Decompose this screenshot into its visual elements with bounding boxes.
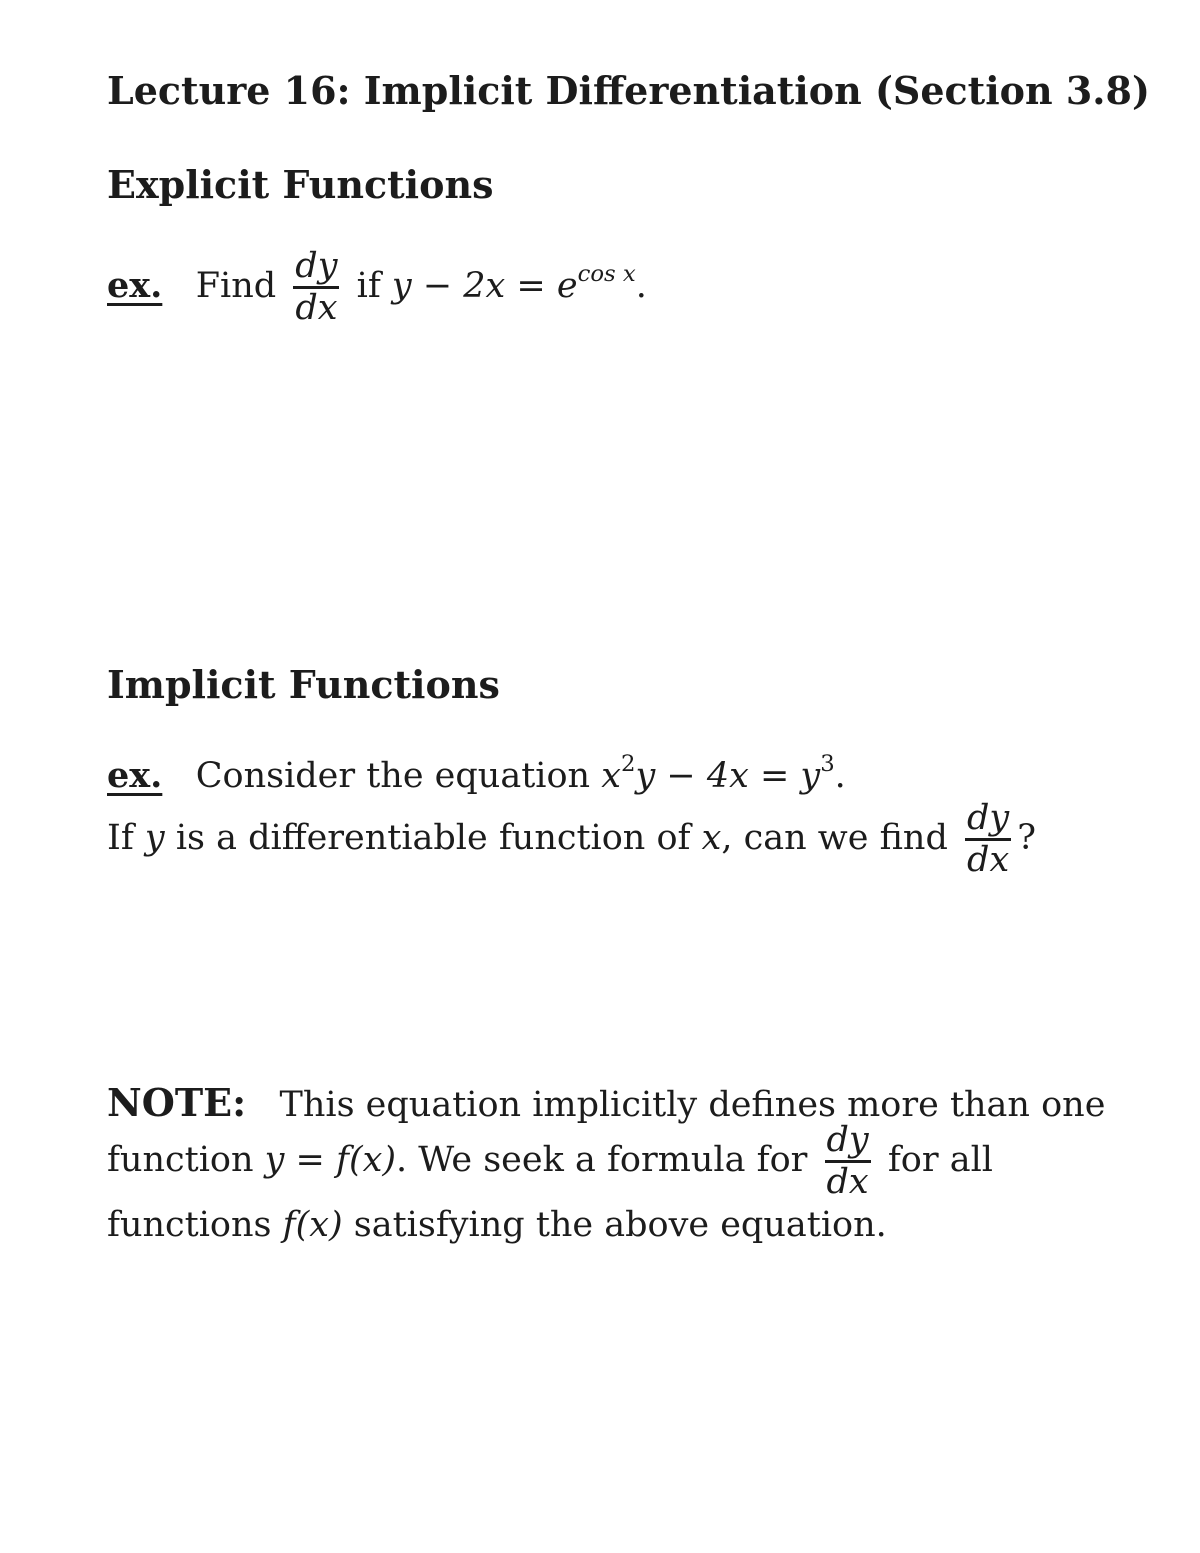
note-text-2b: . We seek a formula for	[396, 1139, 808, 1180]
derivative-fraction	[965, 800, 1011, 879]
note-math-function: y = f(x)	[264, 1139, 397, 1180]
explicit-example	[107, 248, 647, 327]
example-label: ex.	[107, 264, 163, 306]
question-middle: is a differentiable function of	[175, 817, 691, 858]
exponent-2: 2	[620, 751, 636, 778]
note-text-2a: function	[107, 1139, 254, 1180]
explicit-equation: y − 2x = e	[391, 265, 578, 306]
fraction-denominator: dx	[967, 839, 1010, 880]
derivative-fraction	[825, 1122, 871, 1201]
fraction-numerator: dy	[965, 800, 1011, 841]
fraction-denominator: dx	[826, 1161, 869, 1202]
note-line-3	[107, 1205, 887, 1245]
fraction-denominator: dx	[295, 287, 338, 328]
fraction-numerator: dy	[293, 248, 339, 289]
page-title: Lecture 16: Implicit Differentiation (Section 3.8)	[107, 68, 1150, 113]
var-y: y	[144, 817, 165, 858]
note-text-1: This equation implicitly defines more than one	[279, 1085, 1106, 1125]
note-text-2c: for all	[887, 1139, 993, 1180]
note-text-3a: functions	[107, 1205, 272, 1245]
exponent-3: 3	[820, 751, 835, 778]
note-line-2	[107, 1122, 993, 1201]
implicit-example	[107, 751, 846, 796]
example-label: ex.	[107, 755, 163, 796]
question-suffix: , can we find	[721, 817, 948, 858]
explicit-heading: Explicit Functions	[107, 162, 494, 207]
var-x: x	[701, 817, 722, 858]
implicit-question	[107, 800, 1036, 879]
note-line-1	[107, 1080, 1105, 1125]
note-label: NOTE:	[107, 1080, 247, 1125]
implicit-heading: Implicit Functions	[107, 662, 500, 707]
derivative-fraction	[293, 248, 339, 327]
find-word: Find	[195, 265, 277, 306]
exponent: cos x	[577, 260, 636, 287]
question-mark: ?	[1017, 817, 1036, 858]
var-x: x	[601, 756, 621, 796]
period: .	[635, 265, 647, 306]
fraction-numerator: dy	[825, 1122, 871, 1163]
implicit-equation: y − 4x = y	[635, 756, 821, 796]
if-word: if	[356, 265, 381, 306]
question-prefix: If	[107, 817, 134, 858]
note-text-3b: satisfying the above equation.	[353, 1205, 887, 1245]
period: .	[834, 756, 846, 796]
note-math-fx: f(x)	[282, 1205, 343, 1245]
example-text: Consider the equation	[195, 756, 591, 796]
